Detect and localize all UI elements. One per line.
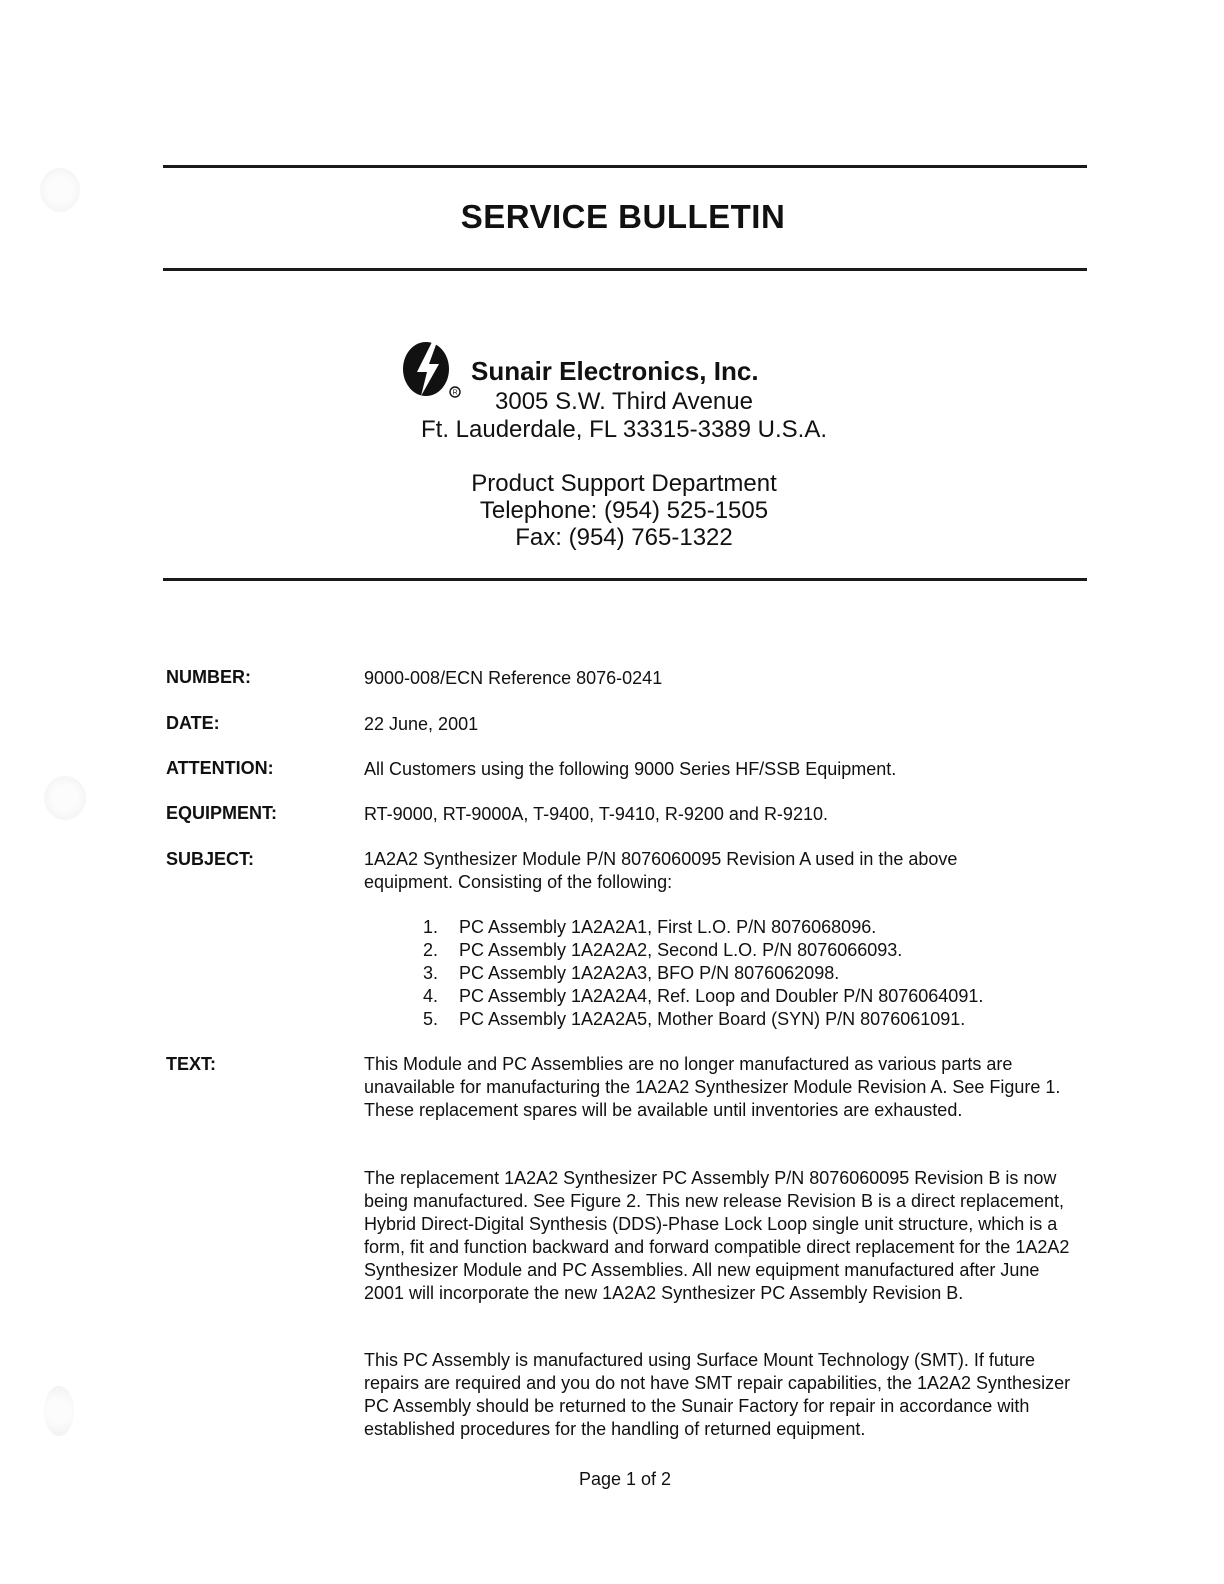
page-title: SERVICE BULLETIN bbox=[460, 198, 786, 235]
equipment-value: RT-9000, RT-9000A, T-9400, T-9410, R-9200 and R-9210. bbox=[364, 804, 828, 824]
subject-value: 1A2A2 Synthesizer Module P/N 8076060095 Revision A used in the above equipment. Consisting of the following: bbox=[364, 849, 958, 892]
company-address-line1: 3005 S.W. Third Avenue bbox=[495, 388, 753, 415]
date-value: 22 June, 2001 bbox=[364, 714, 479, 734]
equipment-label: EQUIPMENT: bbox=[166, 803, 278, 823]
page-number: Page 1 of 2 bbox=[578, 1469, 672, 1489]
date-label: DATE: bbox=[166, 713, 220, 733]
list-item-text: PC Assembly 1A2A2A3, BFO P/N 8076062098. bbox=[459, 963, 840, 983]
company-address-line2: Ft. Lauderdale, FL 33315-3389 U.S.A. bbox=[420, 416, 828, 443]
text-paragraph-3: This PC Assembly is manufactured using Surface Mount Technology (SMT). If future repairs are required and you do not have SMT repair capabilities, the 1A2A2 Synthesizer PC Assembly should be returned to the Sunair Factory for repair in accordance with established procedures for the handling of returned equipment. bbox=[364, 1350, 1071, 1439]
list-item-text: PC Assembly 1A2A2A2, Second L.O. P/N 8076066093. bbox=[459, 940, 903, 960]
list-item-text: PC Assembly 1A2A2A4, Ref. Loop and Doubler P/N 8076064091. bbox=[459, 986, 984, 1006]
subject-list bbox=[423, 916, 983, 1031]
list-item bbox=[423, 939, 983, 962]
number-label: NUMBER: bbox=[166, 667, 251, 687]
list-item bbox=[423, 916, 983, 939]
attention-value: All Customers using the following 9000 Series HF/SSB Equipment. bbox=[364, 759, 897, 779]
support-fax: Fax: (954) 765-1322 bbox=[515, 524, 733, 551]
support-department: Product Support Department bbox=[471, 470, 777, 497]
section-rule bbox=[163, 578, 1087, 581]
list-item-text: PC Assembly 1A2A2A5, Mother Board (SYN) P/N 8076061091. bbox=[459, 1009, 966, 1029]
header-rule-top bbox=[163, 165, 1087, 168]
text-label: TEXT: bbox=[166, 1054, 217, 1074]
list-item-text: PC Assembly 1A2A2A1, First L.O. P/N 8076068096. bbox=[459, 917, 877, 937]
list-item-number: 5. bbox=[423, 1009, 439, 1029]
punch-hole-bottom bbox=[44, 1386, 74, 1436]
list-item bbox=[423, 962, 983, 985]
company-name: Sunair Electronics, Inc. bbox=[471, 356, 759, 386]
list-item-number: 4. bbox=[423, 986, 439, 1006]
list-item bbox=[423, 985, 983, 1008]
header-rule-bottom bbox=[163, 268, 1087, 271]
list-item-number: 3. bbox=[423, 963, 439, 983]
list-item-number: 2. bbox=[423, 940, 439, 960]
number-value: 9000-008/ECN Reference 8076-0241 bbox=[364, 668, 663, 688]
text-paragraph-1: This Module and PC Assemblies are no longer manufactured as various parts are unavailable for manufacturing the 1A2A2 Synthesizer Module Revision A. See Figure 1. These replacement spares will be available until inventories are exhausted. bbox=[364, 1054, 1061, 1120]
support-telephone: Telephone: (954) 525-1505 bbox=[479, 497, 769, 524]
text-paragraph-2: The replacement 1A2A2 Synthesizer PC Assembly P/N 8076060095 Revision B is now being manufactured. See Figure 2. This new release Revision B is a direct replacement, Hybrid Direct-Digital Synthesis (DDS)-Phase Lock Loop single unit structure, which is a form, fit and function backward and forward compatible direct replacement for the 1A2A2 Synthesizer Module and PC Assemblies. All new equipment manufactured after June 2001 will incorporate the new 1A2A2 Synthesizer PC Assembly Revision B. bbox=[364, 1168, 1070, 1303]
svg-text:R: R bbox=[452, 389, 458, 397]
punch-hole-middle bbox=[44, 776, 86, 820]
list-item-number: 1. bbox=[423, 917, 439, 937]
subject-label: SUBJECT: bbox=[166, 849, 255, 869]
attention-label: ATTENTION: bbox=[166, 758, 274, 778]
list-item bbox=[423, 1008, 983, 1031]
